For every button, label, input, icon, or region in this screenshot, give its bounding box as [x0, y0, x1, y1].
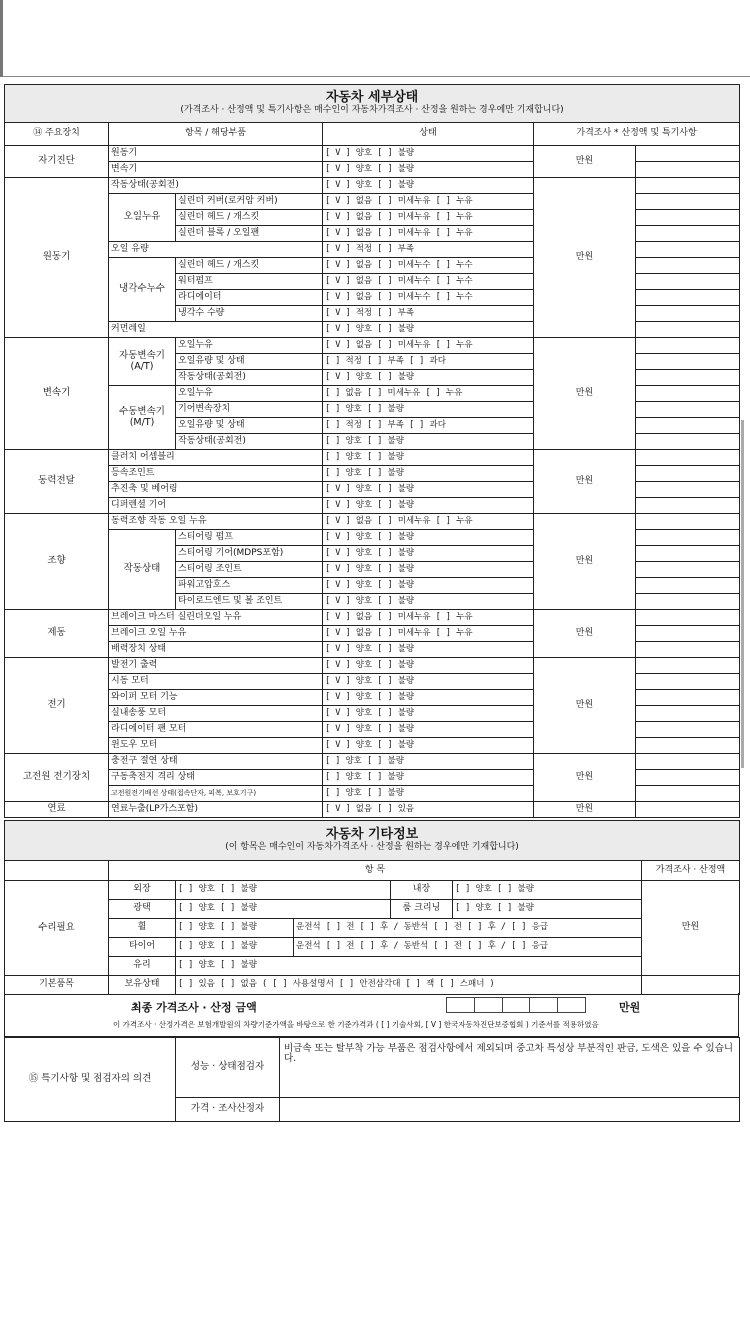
glass-label: 유리	[109, 957, 176, 976]
item-name: 등속조인트	[109, 466, 323, 482]
state-check[interactable]: [ V ] 양호 [ ] 불량	[323, 498, 534, 514]
device-category: 자기진단	[5, 146, 109, 178]
price-remark[interactable]	[636, 546, 740, 562]
price-remark[interactable]	[636, 754, 740, 770]
item-name: 구동축전지 격리 상태	[109, 770, 323, 786]
price-remark[interactable]	[636, 738, 740, 754]
item-name: 와이퍼 모터 기능	[109, 690, 323, 706]
price-remark[interactable]	[636, 594, 740, 610]
remarks-label: ⑮ 특기사항 및 점검자의 의견	[5, 1038, 176, 1122]
price-remark[interactable]	[636, 226, 740, 242]
item-name: 충전구 절연 상태	[109, 754, 323, 770]
price-remark[interactable]	[636, 146, 740, 162]
price-remark[interactable]	[636, 242, 740, 258]
room-cleaning-label: 룸 크리닝	[391, 900, 453, 919]
price-unit: 만원	[534, 802, 636, 818]
interior-state[interactable]: [ ] 양호 [ ] 불량	[453, 881, 642, 900]
wheel-label: 휠	[109, 919, 176, 938]
price-remark[interactable]	[636, 450, 740, 466]
state-check[interactable]: [ V ] 양호 [ ] 불량	[323, 482, 534, 498]
sub-category: 자동변속기 (A/T)	[109, 338, 176, 386]
exterior-state[interactable]: [ ] 양호 [ ] 불량	[176, 881, 391, 900]
item-name: 오일누유	[176, 338, 323, 354]
other-header-item: 항 목	[109, 861, 642, 881]
price-unit: 만원	[534, 146, 636, 178]
price-remark[interactable]	[636, 370, 740, 386]
item-name: 고전원전기배선 상태(접속단자, 피복, 보호기구)	[109, 786, 323, 802]
tire-state[interactable]: [ ] 양호 [ ] 불량	[176, 938, 294, 957]
sub-category: 냉각수누수	[109, 258, 176, 322]
state-check[interactable]: [ ] 양호 [ ] 불량	[323, 434, 534, 450]
final-amount-unit: 만원	[619, 1001, 641, 1014]
price-remark[interactable]	[636, 162, 740, 178]
state-check[interactable]: [ V ] 양호 [ ] 불량	[323, 162, 534, 178]
price-remark[interactable]	[636, 706, 740, 722]
item-name: 냉각수 수량	[176, 306, 323, 322]
device-category: 동력전달	[5, 450, 109, 514]
device-category: 제동	[5, 610, 109, 658]
price-inspector-label: 가격 · 조사산정자	[176, 1098, 280, 1122]
state-check[interactable]: [ ] 양호 [ ] 불량	[323, 450, 534, 466]
state-check[interactable]: [ V ] 적정 [ ] 부족	[323, 242, 534, 258]
state-check[interactable]: [ ] 양호 [ ] 불량	[323, 770, 534, 786]
detail-subtitle: (가격조사 · 산정액 및 특기사항은 매수인이 자동차가격조사 · 산정을 원하는 경우에만 기재합니다)	[180, 105, 564, 116]
perf-inspector-text[interactable]: 비금속 또는 탈부착 가능 부품은 점검사항에서 제외되며 중고차 특성상 부분적인 판금, 도색은 있을 수 있습니다.	[280, 1038, 740, 1098]
state-check[interactable]: [ ] 양호 [ ] 불량	[323, 466, 534, 482]
price-remark[interactable]	[636, 802, 740, 818]
state-check[interactable]: [ V ] 양호 [ ] 불량	[323, 578, 534, 594]
remarks-table	[4, 1037, 740, 1122]
price-remark[interactable]	[636, 178, 740, 194]
device-category: 원동기	[5, 178, 109, 338]
other-info-table	[4, 820, 740, 995]
state-check[interactable]: [ V ] 양호 [ ] 불량	[323, 178, 534, 194]
interior-label: 내장	[391, 881, 453, 900]
item-name: 연료누출(LP가스포함)	[109, 802, 323, 818]
other-header-price: 가격조사 · 산정액	[642, 861, 740, 881]
item-name: 오일 유량	[109, 242, 323, 258]
price-remark[interactable]	[636, 610, 740, 626]
other-row-glass	[5, 957, 740, 976]
wheel-state[interactable]: [ ] 양호 [ ] 불량	[176, 919, 294, 938]
detail-row	[5, 178, 740, 194]
price-unit: 만원	[534, 658, 636, 754]
header-device: ⑭ 주요장치	[5, 123, 109, 146]
state-check[interactable]: [ V ] 없음 [ ] 미세누수 [ ] 누수	[323, 274, 534, 290]
scrollbar[interactable]	[741, 420, 744, 768]
price-inspector-text[interactable]	[280, 1098, 740, 1122]
state-check[interactable]: [ V ] 양호 [ ] 불량	[323, 370, 534, 386]
sub-category: 작동상태	[109, 530, 176, 610]
price-unit: 만원	[534, 338, 636, 450]
item-name: 추진축 및 베어링	[109, 482, 323, 498]
other-row-exterior	[5, 881, 740, 900]
price-remark[interactable]	[636, 482, 740, 498]
state-check[interactable]: [ V ] 없음 [ ] 있음	[323, 802, 534, 818]
detail-title-row	[5, 85, 740, 123]
state-check[interactable]: [ V ] 없음 [ ] 미세누수 [ ] 누수	[323, 290, 534, 306]
item-name: 배력장치 상태	[109, 642, 323, 658]
header-item: 항목 / 해당부품	[109, 123, 323, 146]
item-name: 워터펌프	[176, 274, 323, 290]
price-remark[interactable]	[636, 258, 740, 274]
item-name: 실린더 블록 / 오일팬	[176, 226, 323, 242]
state-check[interactable]: [ V ] 없음 [ ] 미세누유 [ ] 누유	[323, 226, 534, 242]
state-check[interactable]: [ V ] 없음 [ ] 미세누유 [ ] 누유	[323, 194, 534, 210]
price-remark[interactable]	[636, 210, 740, 226]
state-check[interactable]: [ ] 적정 [ ] 부족 [ ] 과다	[323, 418, 534, 434]
possession-state[interactable]: [ ] 있음 [ ] 없음 ( [ ] 사용설명서 [ ] 안전삼각대 [ ] 잭 [ ] 스패너 )	[176, 976, 642, 995]
state-check[interactable]: [ V ] 양호 [ ] 불량	[323, 146, 534, 162]
price-remark[interactable]	[636, 658, 740, 674]
detail-row	[5, 754, 740, 770]
other-header-row	[5, 861, 740, 881]
state-check[interactable]: [ V ] 적정 [ ] 부족	[323, 306, 534, 322]
final-amount-note: 이 가격조사 · 산정가격은 보험개발원의 차량기준가액을 바탕으로 한 기준가격과 ( [ ] 기술사회, [ V ] 한국자동차진단보증협회 ) 기준서를 적용하였음	[113, 1020, 599, 1029]
price-remark[interactable]	[636, 434, 740, 450]
state-check[interactable]: [ V ] 양호 [ ] 불량	[323, 322, 534, 338]
state-check[interactable]: [ V ] 없음 [ ] 미세누유 [ ] 누유	[323, 610, 534, 626]
state-check[interactable]: [ V ] 양호 [ ] 불량	[323, 546, 534, 562]
other-row-wheel	[5, 919, 740, 938]
header-price: 가격조사 * 산정액 및 특기사항	[534, 123, 740, 146]
price-unit: 만원	[534, 178, 636, 338]
price-remark[interactable]	[636, 290, 740, 306]
price-remark[interactable]	[636, 338, 740, 354]
other-header-blank	[5, 861, 109, 881]
tire-label: 타이어	[109, 938, 176, 957]
other-title-cell	[5, 821, 740, 861]
item-name: 스티어링 조인트	[176, 562, 323, 578]
room-cleaning-state[interactable]: [ ] 양호 [ ] 불량	[453, 900, 642, 919]
device-category: 변속기	[5, 338, 109, 450]
detail-row	[5, 450, 740, 466]
price-remark[interactable]	[636, 418, 740, 434]
price-remark[interactable]	[636, 354, 740, 370]
state-check[interactable]: [ V ] 양호 [ ] 불량	[323, 594, 534, 610]
item-name: 오일유량 및 상태	[176, 354, 323, 370]
item-name: 동력조향 작동 오일 누유	[109, 514, 323, 530]
item-name: 클러치 어셈블리	[109, 450, 323, 466]
device-category: 고전원 전기장치	[5, 754, 109, 802]
state-check[interactable]: [ V ] 양호 [ ] 불량	[323, 706, 534, 722]
sub-category: 수동변속기 (M/T)	[109, 386, 176, 450]
detail-row	[5, 610, 740, 626]
price-remark[interactable]	[636, 674, 740, 690]
item-name: 실린더 커버(로커암 커버)	[176, 194, 323, 210]
detail-header-row	[5, 123, 740, 146]
state-check[interactable]: [ V ] 양호 [ ] 불량	[323, 722, 534, 738]
price-remark[interactable]	[636, 386, 740, 402]
state-check[interactable]: [ V ] 없음 [ ] 미세누유 [ ] 누유	[323, 338, 534, 354]
state-check[interactable]: [ V ] 양호 [ ] 불량	[323, 738, 534, 754]
price-unit: 만원	[534, 450, 636, 514]
sub-category: 오일누유	[109, 194, 176, 242]
other-row-tire	[5, 938, 740, 957]
item-name: 커먼레일	[109, 322, 323, 338]
other-row-gloss	[5, 900, 740, 919]
state-check[interactable]: [ V ] 양호 [ ] 불량	[323, 690, 534, 706]
item-name: 실린더 헤드 / 개스킷	[176, 210, 323, 226]
other-title: 자동차 기타정보	[325, 826, 419, 842]
item-name: 기어변속장치	[176, 402, 323, 418]
repair-needed-label: 수리필요	[5, 881, 109, 976]
state-check[interactable]: [ ] 양호 [ ] 불량	[323, 786, 534, 802]
top-blank-area	[0, 0, 750, 77]
basic-items-label: 기본품목	[5, 976, 109, 995]
tire-detail[interactable]: 운전석 [ ] 전 [ ] 후 / 동반석 [ ] 전 [ ] 후 / [ ] 응급	[294, 938, 642, 957]
item-name: 작동상태(공회전)	[109, 178, 323, 194]
price-remark[interactable]	[636, 466, 740, 482]
detail-row	[5, 802, 740, 818]
state-check[interactable]: [ ] 없음 [ ] 미세누유 [ ] 누유	[323, 386, 534, 402]
other-price-unit: 만원	[642, 881, 740, 976]
other-row-basic	[5, 976, 740, 995]
final-amount-label: 최종 가격조사 · 산정 금액	[131, 1001, 257, 1014]
possession-label: 보유상태	[109, 976, 176, 995]
price-unit: 만원	[534, 514, 636, 610]
price-remark[interactable]	[636, 274, 740, 290]
item-name: 라디에이터	[176, 290, 323, 306]
item-name: 작동상태(공회전)	[176, 370, 323, 386]
price-remark[interactable]	[636, 322, 740, 338]
detail-row	[5, 658, 740, 674]
final-amount-box	[4, 993, 739, 1037]
price-remark[interactable]	[636, 722, 740, 738]
item-name: 시동 모터	[109, 674, 323, 690]
detail-title-cell	[5, 85, 740, 123]
state-check[interactable]: [ V ] 양호 [ ] 불량	[323, 674, 534, 690]
price-remark[interactable]	[636, 514, 740, 530]
price-remark[interactable]	[636, 402, 740, 418]
detail-row	[5, 146, 740, 162]
gloss-label: 광택	[109, 900, 176, 919]
price-remark[interactable]	[636, 562, 740, 578]
item-name: 원동기	[109, 146, 323, 162]
item-name: 실린더 헤드 / 개스킷	[176, 258, 323, 274]
price-remark[interactable]	[636, 770, 740, 786]
device-category: 전기	[5, 658, 109, 754]
state-check[interactable]: [ ] 양호 [ ] 불량	[323, 754, 534, 770]
glass-state[interactable]: [ ] 양호 [ ] 불량	[176, 957, 642, 976]
device-category: 조향	[5, 514, 109, 610]
item-name: 발전기 출력	[109, 658, 323, 674]
state-check[interactable]: [ V ] 양호 [ ] 불량	[323, 658, 534, 674]
price-remark[interactable]	[636, 690, 740, 706]
state-check[interactable]: [ ] 양호 [ ] 불량	[323, 402, 534, 418]
final-amount-input[interactable]	[446, 997, 586, 1013]
item-name: 작동상태(공회전)	[176, 434, 323, 450]
item-name: 윈도우 모터	[109, 738, 323, 754]
state-check[interactable]: [ V ] 없음 [ ] 미세누유 [ ] 누유	[323, 626, 534, 642]
header-state: 상태	[323, 123, 534, 146]
gloss-state[interactable]: [ ] 양호 [ ] 불량	[176, 900, 391, 919]
basic-price-blank	[642, 976, 740, 995]
remarks-row-perf	[5, 1038, 740, 1098]
state-check[interactable]: [ V ] 없음 [ ] 미세누유 [ ] 누유	[323, 514, 534, 530]
state-check[interactable]: [ V ] 양호 [ ] 불량	[323, 530, 534, 546]
item-name: 오일유량 및 상태	[176, 418, 323, 434]
state-check[interactable]: [ V ] 양호 [ ] 불량	[323, 642, 534, 658]
state-check[interactable]: [ V ] 없음 [ ] 미세누수 [ ] 누수	[323, 258, 534, 274]
other-subtitle: (이 항목은 매수인이 자동차가격조사 · 산정을 원하는 경우에만 기재합니다)	[225, 842, 519, 853]
item-name: 실내송풍 모터	[109, 706, 323, 722]
other-title-row	[5, 821, 740, 861]
price-remark[interactable]	[636, 194, 740, 210]
state-check[interactable]: [ V ] 양호 [ ] 불량	[323, 562, 534, 578]
state-check[interactable]: [ V ] 없음 [ ] 미세누유 [ ] 누유	[323, 210, 534, 226]
price-remark[interactable]	[636, 786, 740, 802]
item-name: 브레이크 오일 누유	[109, 626, 323, 642]
price-remark[interactable]	[636, 626, 740, 642]
price-unit: 만원	[534, 754, 636, 802]
item-name: 스티어링 펌프	[176, 530, 323, 546]
detail-row	[5, 338, 740, 354]
detail-title: 자동차 세부상태	[325, 89, 419, 105]
left-edge-bar	[0, 0, 3, 77]
perf-inspector-label: 성능 · 상태점검자	[176, 1038, 280, 1098]
wheel-detail[interactable]: 운전석 [ ] 전 [ ] 후 / 동반석 [ ] 전 [ ] 후 / [ ] 응급	[294, 919, 642, 938]
item-name: 타이로드엔드 및 볼 조인트	[176, 594, 323, 610]
exterior-label: 외장	[109, 881, 176, 900]
price-remark[interactable]	[636, 530, 740, 546]
price-unit: 만원	[534, 610, 636, 658]
price-remark[interactable]	[636, 642, 740, 658]
price-remark[interactable]	[636, 306, 740, 322]
item-name: 오일누유	[176, 386, 323, 402]
device-category: 연료	[5, 802, 109, 818]
price-remark[interactable]	[636, 578, 740, 594]
item-name: 브레이크 마스터 실린더오일 누유	[109, 610, 323, 626]
detail-row	[5, 514, 740, 530]
state-check[interactable]: [ ] 적정 [ ] 부족 [ ] 과다	[323, 354, 534, 370]
item-name: 스티어링 기어(MDPS포함)	[176, 546, 323, 562]
item-name: 디퍼렌셜 기어	[109, 498, 323, 514]
item-name: 파워고압호스	[176, 578, 323, 594]
item-name: 변속기	[109, 162, 323, 178]
item-name: 라디에이터 팬 모터	[109, 722, 323, 738]
price-remark[interactable]	[636, 498, 740, 514]
detail-state-table	[4, 84, 740, 818]
